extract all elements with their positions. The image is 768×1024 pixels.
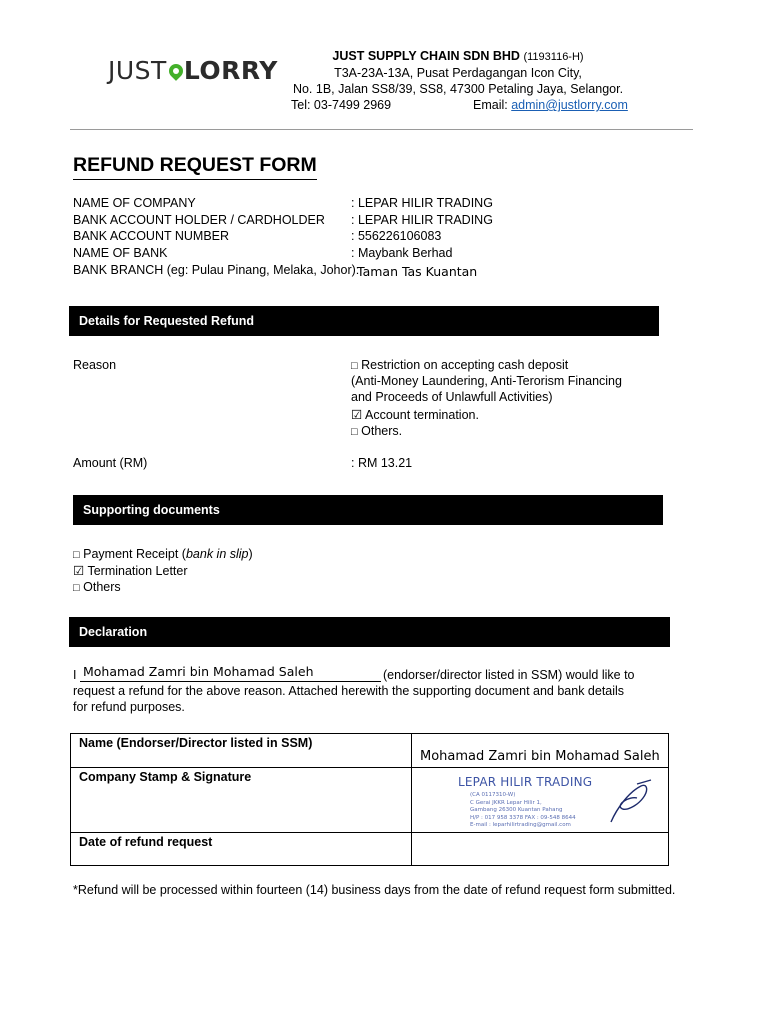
declaration-prefix: I	[73, 668, 77, 682]
email-link[interactable]: admin@justlorry.com	[511, 98, 628, 112]
reason-option-restriction[interactable]	[351, 358, 568, 372]
document-option-payment-receipt[interactable]	[73, 547, 253, 561]
company-name-line	[268, 49, 648, 63]
stamp-line: Gambang 26300 Kuantan Pahang	[470, 807, 563, 813]
document-option-close: )	[248, 547, 253, 561]
document-option-others[interactable]	[73, 580, 121, 594]
logo-text-lorry: LORRY	[183, 56, 278, 85]
stamp-line: C Gerai JKKR Lepar Hilir 1,	[470, 799, 542, 806]
document-option-termination-letter[interactable]	[73, 563, 188, 578]
location-pin-icon	[166, 61, 186, 81]
table-row-label	[71, 833, 412, 866]
reason-option-label: Others.	[361, 424, 403, 438]
document-option-label: Termination Letter	[87, 564, 188, 578]
field-value-company: : LEPAR HILIR TRADING	[351, 196, 493, 210]
field-label-account-number: BANK ACCOUNT NUMBER	[73, 229, 230, 243]
name-endorser-label: Name (Endorser/Director listed in SSM)	[79, 736, 313, 750]
reason-option-label: Restriction on accepting cash deposit	[361, 358, 569, 372]
stamp-details	[470, 792, 576, 830]
document-option-label: Payment Receipt (	[83, 547, 186, 561]
stamp-line: H/P : 017 958 3378 FAX : 09-548 8644	[470, 814, 576, 821]
declaration-name-field[interactable]: Mohamad Zamri bin Mohamad Saleh	[80, 664, 381, 682]
field-value-account-number: : 556226106083	[351, 229, 442, 243]
declaration-line-1: (endorser/director listed in SSM) would like to	[383, 668, 635, 682]
document-option-note: bank in slip	[185, 547, 249, 561]
table-row-label	[71, 734, 412, 768]
field-value-bank-name: : Maybank Berhad	[351, 246, 453, 260]
section-header-declaration: Declaration	[69, 617, 670, 647]
checkbox-unchecked-icon: □	[351, 426, 358, 438]
header-divider	[70, 129, 693, 130]
document-option-label: Others	[83, 580, 121, 594]
declaration-line-3: for refund purposes.	[73, 700, 185, 714]
stamp-company-name: LEPAR HILIR TRADING	[458, 775, 593, 789]
signature-table	[70, 733, 669, 866]
field-label-account-holder: BANK ACCOUNT HOLDER / CARDHOLDER	[73, 213, 325, 227]
reason-option-account-termination[interactable]	[351, 407, 479, 422]
email-label: Email:	[473, 98, 508, 112]
company-name: JUST SUPPLY CHAIN SDN BHD	[332, 49, 520, 63]
date-request-value[interactable]	[412, 833, 669, 866]
address-line-1: T3A-23A-13A, Pusat Perdagangan Icon City,	[334, 66, 582, 80]
checkbox-unchecked-icon: □	[351, 360, 358, 372]
stamp-line: E-mail : leparhilirtrading@gmail.com	[470, 822, 571, 828]
handwritten-signature	[607, 778, 657, 828]
checkbox-checked-icon: ☑	[351, 408, 363, 422]
table-row-value	[412, 734, 669, 768]
field-label-bank-name: NAME OF BANK	[73, 246, 168, 260]
logo-text-just: JUST	[108, 56, 167, 85]
checkbox-checked-icon: ☑	[73, 564, 85, 578]
address-line-2: No. 1B, Jalan SS8/39, SS8, 47300 Petaling Jaya, Selangor.	[292, 82, 624, 96]
field-value-account-holder: : LEPAR HILIR TRADING	[351, 213, 493, 227]
reason-option-line-2: (Anti-Money Laundering, Anti-Terorism Financing	[351, 374, 622, 388]
table-row-label	[71, 768, 412, 833]
declaration-line-2: request a refund for the above reason. Attached herewith the supporting document and bank details	[73, 684, 625, 698]
field-label-company: NAME OF COMPANY	[73, 196, 196, 210]
date-request-label: Date of refund request	[79, 835, 213, 849]
reason-option-others[interactable]	[351, 424, 402, 438]
form-title: REFUND REQUEST FORM	[73, 154, 317, 180]
company-tel: Tel: 03-7499 2969	[291, 98, 392, 112]
company-reg-no: (1193116-H)	[523, 51, 584, 63]
company-logo	[108, 56, 278, 85]
section-header-supporting-documents: Supporting documents	[73, 495, 663, 525]
checkbox-unchecked-icon: □	[73, 582, 80, 594]
field-value-bank-branch: Taman Tas Kuantan	[357, 264, 478, 279]
reason-option-label: Account termination.	[365, 408, 479, 422]
stamp-line: (CA 0117310-W)	[470, 792, 516, 798]
stamp-signature-cell[interactable]	[412, 768, 669, 833]
reason-option-line-3: and Proceeds of Unlawfull Activities)	[351, 390, 553, 404]
field-label-bank-branch: BANK BRANCH (eg: Pulau Pinang, Melaka, Johor):	[73, 263, 360, 277]
checkbox-unchecked-icon: □	[73, 549, 80, 561]
amount-label: Amount (RM)	[73, 456, 148, 470]
name-endorser-value[interactable]: Mohamad Zamri bin Mohamad Saleh	[420, 749, 660, 764]
company-email-line	[473, 98, 628, 112]
section-header-details: Details for Requested Refund	[69, 306, 659, 336]
refund-footnote: *Refund will be processed within fourteen (14) business days from the date of refund request form submitted.	[73, 883, 676, 897]
stamp-signature-label: Company Stamp & Signature	[79, 770, 252, 784]
reason-label: Reason	[73, 358, 117, 372]
amount-value: : RM 13.21	[351, 456, 413, 470]
